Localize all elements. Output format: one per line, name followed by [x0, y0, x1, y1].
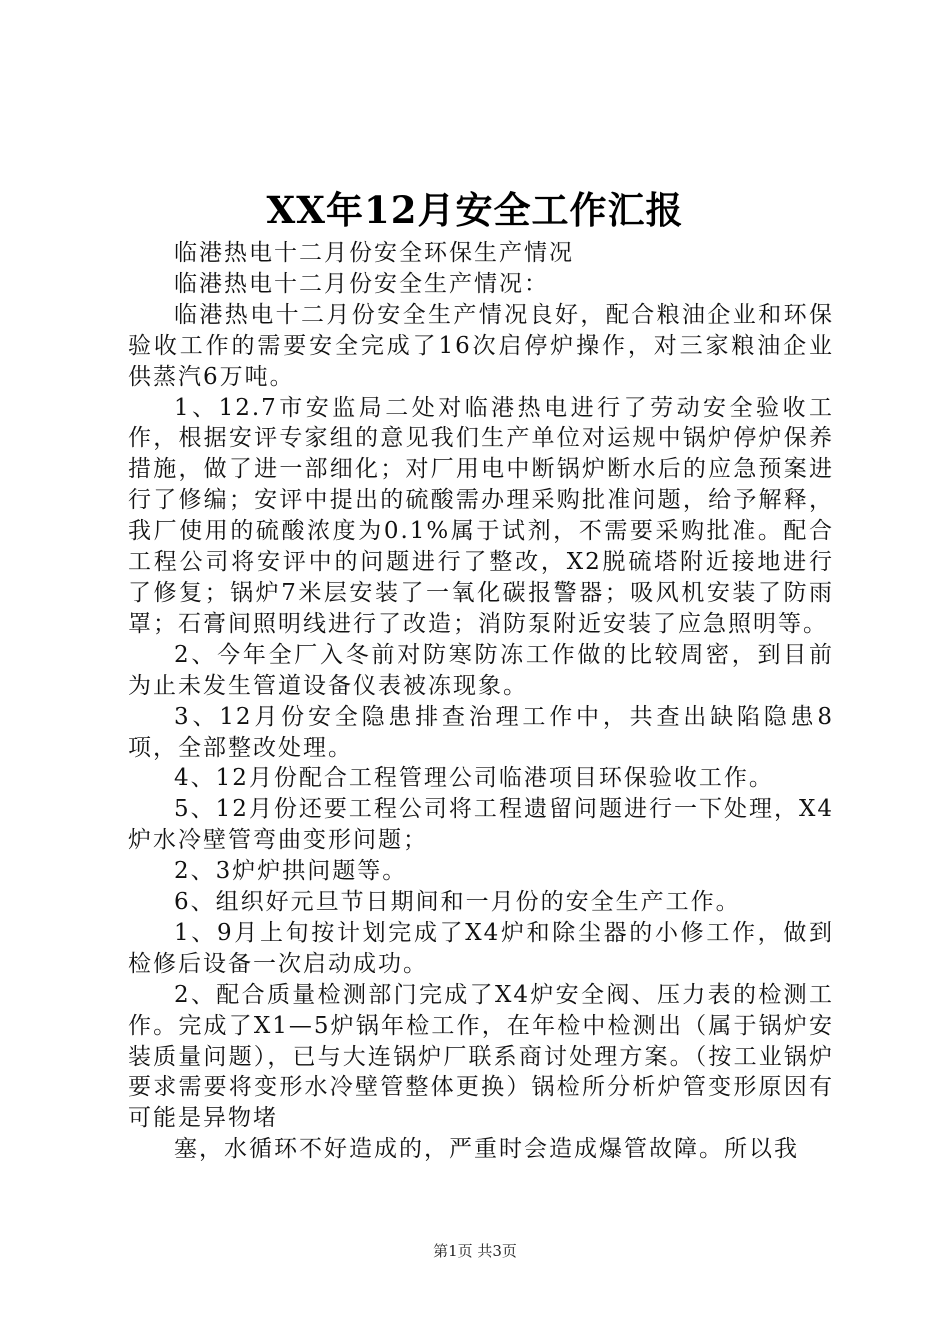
- paragraph: 临港热电十二月份安全生产情况：: [174, 270, 549, 297]
- paragraph: 2、今年全厂入冬前对防寒防冻工作做的比较周密，到目前为止未发生管道设备仪表被冻现象。: [128, 641, 834, 699]
- paragraph: 2、配合质量检测部门完成了X4炉安全阀、压力表的检测工作。完成了X1—5炉锅年检工作，在年检中检测出（属于锅炉安装质量问题），已与大连锅炉厂联系商讨处理方案。（按工业锅炉要求需要将变形水冷壁管整体更换）锅检所分析炉管变形原因有可能是异物堵: [128, 981, 834, 1132]
- paragraph: 3、12月份安全隐患排查治理工作中，共查出缺陷隐患8项，全部整改处理。: [128, 703, 834, 761]
- paragraph: 6、组织好元旦节日期间和一月份的安全生产工作。: [174, 889, 741, 916]
- paragraph: 2、3炉炉拱问题等。: [174, 858, 408, 885]
- paragraph: 4、12月份配合工程管理公司临港项目环保验收工作。: [174, 765, 774, 792]
- paragraph: 1、12.7市安监局二处对临港热电进行了劳动安全验收工作，根据安评专家组的意见我们生产单位对运规中锅炉停炉保养措施，做了进一部细化；对厂用电中断锅炉断水后的应急预案进行了修编；安评中提出的硫酸需办理采购批准问题，给予解释，我厂使用的硫酸浓度为0.1%属于试剂，不需要采购批准。配合工程公司将安评中的问题进行了整改，X2脱硫塔附近接地进行了修复；锅炉7米层安装了一氧化碳报警器；吸风机安装了防雨罩；石膏间照明线进行了改造；消防泵附近安装了应急照明等。: [128, 394, 834, 637]
- paragraph: 塞，水循环不好造成的，严重时会造成爆管故障。所以我: [174, 1136, 799, 1163]
- document-body: [128, 238, 834, 1165]
- paragraph: 临港热电十二月份安全生产情况良好，配合粮油企业和环保验收工作的需要安全完成了16次启停炉操作，对三家粮油企业供蒸汽6万吨。: [128, 301, 834, 390]
- paragraph: 1、9月上旬按计划完成了X4炉和除尘器的小修工作，做到检修后设备一次启动成功。: [128, 919, 834, 977]
- document-title: XX年12月安全工作汇报: [266, 188, 684, 232]
- paragraph: 临港热电十二月份安全环保生产情况: [174, 240, 574, 266]
- page-number: 第1页 共3页: [433, 1242, 517, 1260]
- paragraph: 5、12月份还要工程公司将工程遗留问题进行一下处理，X4炉水冷壁管弯曲变形问题；: [128, 796, 834, 854]
